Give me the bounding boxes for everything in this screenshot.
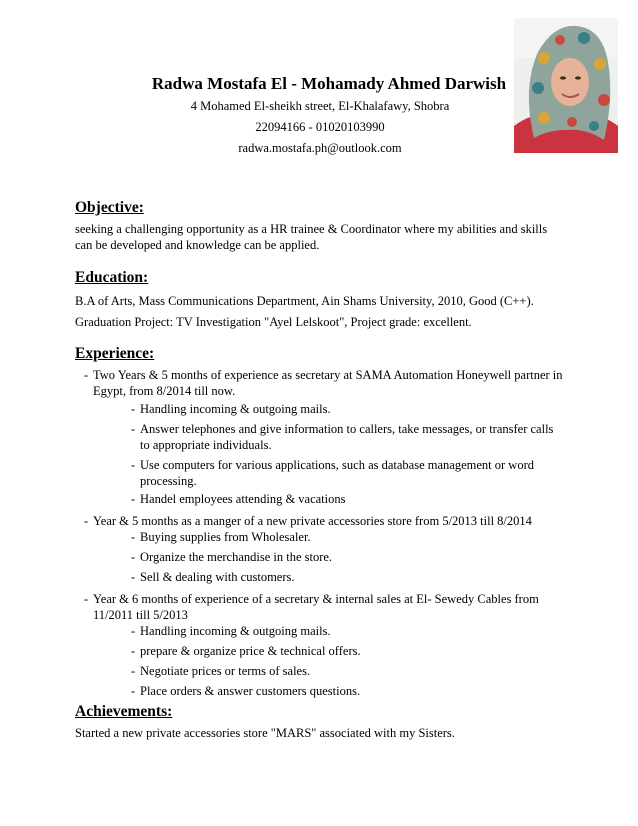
duty-list [93, 623, 565, 699]
duty-item: - Buying supplies from Wholesaler. [93, 529, 565, 545]
duty-item: - Place orders & answer customers questions. [93, 683, 565, 699]
duty-item: - Handling incoming & outgoing mails. [93, 401, 565, 417]
candidate-name: Radwa Mostafa El - Mohamady Ahmed Darwish [151, 74, 507, 93]
objective-text: seeking a challenging opportunity as a HR trainee & Coordinator where my abilities and skills can be developed and knowledge can be applied. [75, 222, 548, 252]
job-item [75, 513, 565, 585]
education-heading: Education: [75, 269, 149, 286]
education-project: Graduation Project: TV Investigation "Ayel Lelskoot", Project grade: excellent. [75, 315, 472, 329]
phone-numbers: 22094166 - 01020103990 [255, 120, 385, 134]
education-degree: B.A of Arts, Mass Communications Department, Ain Shams University, 2010, Good (C++). [75, 294, 534, 308]
job-item [75, 367, 565, 507]
job-title: Year & 6 months of experience of a secretary & internal sales at El- Sewedy Cables from 11/2011 till 5/2013 [93, 592, 539, 622]
objective-section [75, 198, 565, 253]
duty-item: - prepare & organize price & technical offers. [93, 643, 565, 659]
job-title: Year & 5 months as a manger of a new private accessories store from 5/2013 till 8/2014 [93, 514, 532, 528]
email-address[interactable]: radwa.mostafa.ph@outlook.com [238, 141, 402, 155]
job-title: Two Years & 5 months of experience as secretary at SAMA Automation Honeywell partner in Egypt, from 8/2014 till now. [93, 368, 563, 398]
duty-item: - Organize the merchandise in the store. [93, 549, 565, 565]
job-item [75, 591, 565, 699]
experience-section [75, 344, 565, 699]
duty-item: - Use computers for various applications, such as database management or word processing. [93, 457, 565, 489]
achievements-section [75, 702, 565, 741]
objective-heading: Objective: [75, 199, 144, 216]
duty-list [93, 529, 565, 585]
duty-item: - Sell & dealing with customers. [93, 569, 565, 585]
achievements-text: Started a new private accessories store "MARS" associated with my Sisters. [75, 726, 455, 740]
duty-item: - Answer telephones and give information to callers, take messages, or transfer calls to appropriate individuals. [93, 421, 565, 453]
duty-list [93, 401, 565, 507]
address: 4 Mohamed El-sheikh street, El-Khalafawy, Shobra [190, 99, 450, 113]
duty-item: - Handel employees attending & vacations [93, 491, 565, 507]
education-section [75, 268, 565, 330]
duty-item: - Negotiate prices or terms of sales. [93, 663, 565, 679]
experience-heading: Experience: [75, 345, 155, 362]
duty-item: - Handling incoming & outgoing mails. [93, 623, 565, 639]
achievements-heading: Achievements: [75, 703, 173, 720]
job-list [75, 367, 565, 699]
contact-header [60, 72, 580, 159]
